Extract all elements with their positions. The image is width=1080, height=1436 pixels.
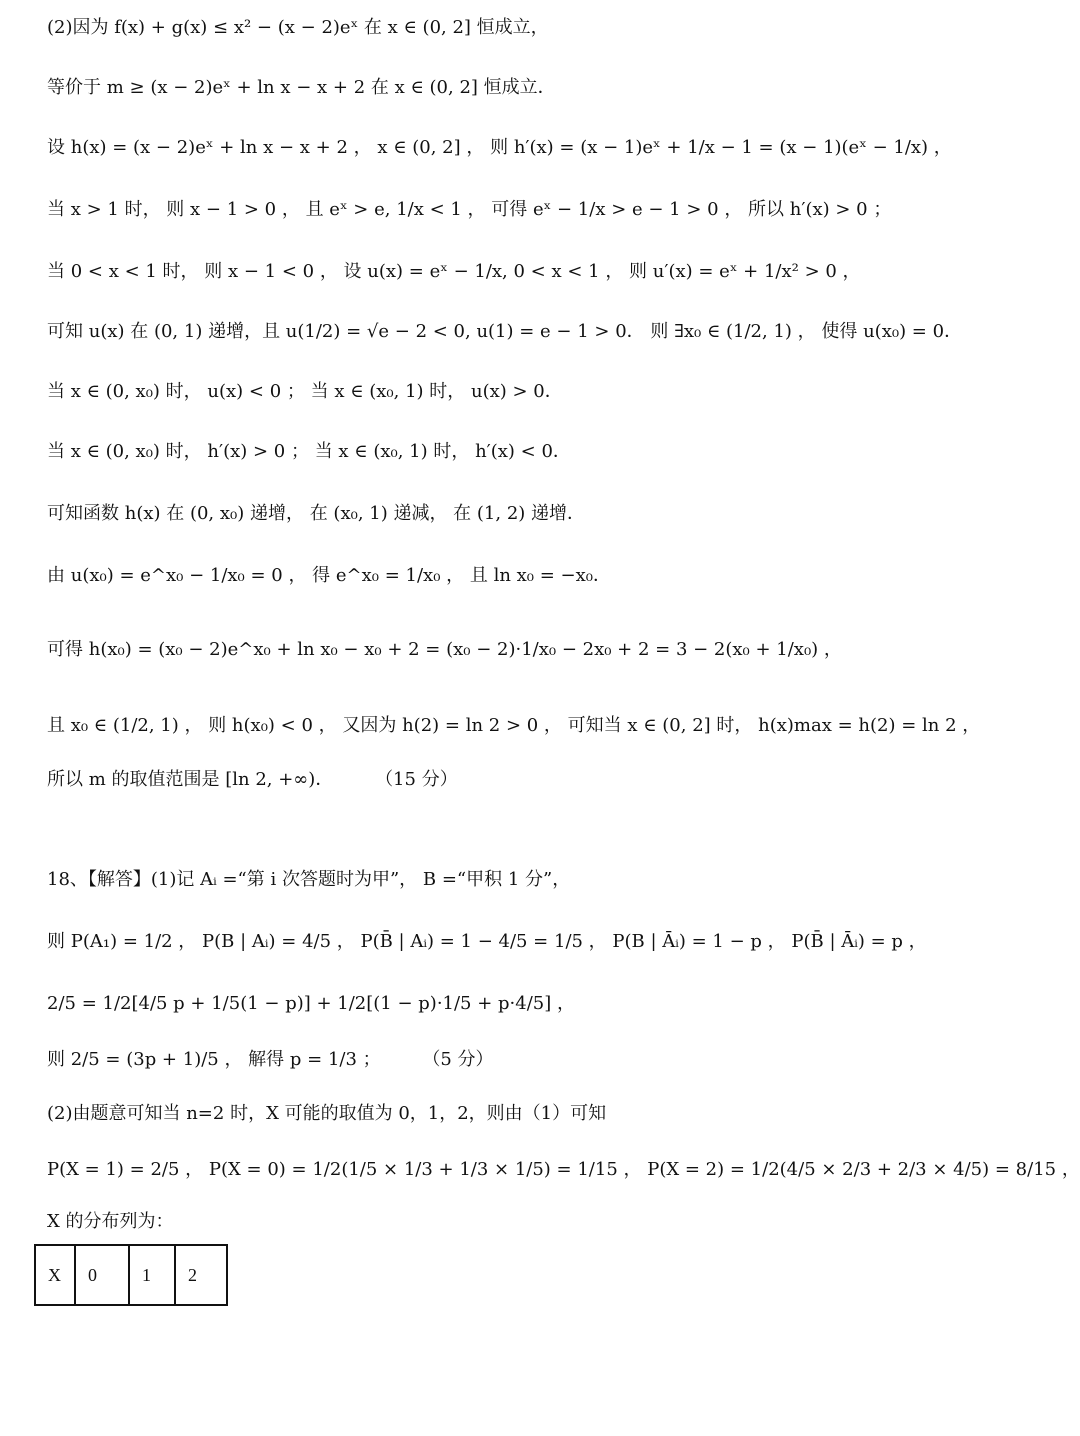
p17-line-3: 设 h(x) = (x − 2)eˣ + ln x − x + 2 ， x ∈ (0, 2] ， 则 h′(x) = (x − 1)eˣ + 1/x − 1 = (x − 1)(eˣ − 1/x) ，	[47, 137, 952, 158]
p17-line-6: 可知 u(x) 在 (0, 1) 递增，且 u(1/2) = √e − 2 < 0, u(1) = e − 1 > 0． 则 ∃x₀ ∈ (1/2, 1) ， 使得 u(x₀) = 0．	[47, 321, 963, 342]
p17-line-9: 可知函数 h(x) 在 (0, x₀) 递增， 在 (x₀, 1) 递减， 在 (1, 2) 递增．	[47, 503, 586, 524]
distribution-table	[34, 1244, 228, 1306]
p17-line-4: 当 x > 1 时， 则 x − 1 > 0 ， 且 eˣ > e, 1/x < 1 ， 可得 eˣ − 1/x > e − 1 > 0 ， 所以 h′(x) > 0 ；	[47, 199, 892, 220]
p17-line-12: 且 x₀ ∈ (1/2, 1) ， 则 h(x₀) < 0 ， 又因为 h(2) = ln 2 > 0 ， 可知当 x ∈ (0, 2] 时， h(x)max = h(2) = ln 2 ，	[47, 715, 981, 736]
p17-line-2: 等价于 m ≥ (x − 2)eˣ + ln x − x + 2 在 x ∈ (0, 2] 恒成立．	[47, 77, 556, 98]
p18-solve: 则 2/5 = (3p + 1)/5 ， 解得 p = 1/3 ；	[47, 1049, 381, 1070]
p17-line-13	[47, 766, 880, 794]
p18-line-2: 则 P(A₁) = 1/2 ， P(B | Aᵢ) = 4/5 ， P(B̄ | Aᵢ) = 1 − 4/5 = 1/5 ， P(B | Āᵢ) = 1 − p ， P(B̄ | Āᵢ) = p ，	[47, 931, 927, 952]
table-row	[35, 1245, 227, 1305]
p18-line-4	[47, 1046, 880, 1074]
p17-line-11: 可得 h(x₀) = (x₀ − 2)e^x₀ + ln x₀ − x₀ + 2 = (x₀ − 2)·1/x₀ − 2x₀ + 2 = 3 − 2(x₀ + 1/x₀) ，	[47, 639, 842, 660]
table-cell-0: 0	[75, 1245, 129, 1305]
p18-score: （5 分）	[422, 1049, 494, 1070]
p17-line-5: 当 0 < x < 1 时， 则 x − 1 < 0 ， 设 u(x) = eˣ − 1/x, 0 < x < 1 ， 则 u′(x) = eˣ + 1/x² > 0 ，	[47, 261, 861, 282]
p17-conclusion: 所以 m 的取值范围是 [ln 2, +∞)．	[47, 769, 334, 790]
p17-line-1: (2)因为 f(x) + g(x) ≤ x² − (x − 2)eˣ 在 x ∈ (0, 2] 恒成立，	[47, 17, 549, 38]
p17-line-8: 当 x ∈ (0, x₀) 时， h′(x) > 0 ； 当 x ∈ (x₀, 1) 时， h′(x) < 0．	[47, 441, 571, 462]
p18-line-6: P(X = 1) = 2/5 ， P(X = 0) = 1/2(1/5 × 1/3 + 1/3 × 1/5) = 1/15 ， P(X = 2) = 1/2(4/5 × 2/3 + 2/3 × 4/5) = 8/15 ，	[47, 1159, 1080, 1180]
p18-line-5: (2)由题意可知当 n=2 时，X 可能的取值为 0，1，2，则由（1）可知	[47, 1103, 607, 1124]
p17-line-7: 当 x ∈ (0, x₀) 时， u(x) < 0 ； 当 x ∈ (x₀, 1) 时， u(x) > 0．	[47, 381, 563, 402]
p18-line-1: 18、【解答】(1)记 Aᵢ =“第 i 次答题时为甲”， B =“甲积 1 分”，	[47, 869, 571, 890]
p18-line-3: 2/5 = 1/2[4/5 p + 1/5(1 − p)] + 1/2[(1 − p)·1/5 + p·4/5] ，	[47, 993, 575, 1014]
table-cell-x: X	[35, 1245, 75, 1305]
p17-score: （15 分）	[375, 769, 458, 790]
table-cell-1: 1	[129, 1245, 175, 1305]
p17-line-10: 由 u(x₀) = e^x₀ − 1/x₀ = 0 ， 得 e^x₀ = 1/x₀ ， 且 ln x₀ = −x₀．	[47, 565, 611, 586]
p18-line-7: X 的分布列为：	[47, 1211, 174, 1232]
table-cell-2: 2	[175, 1245, 227, 1305]
